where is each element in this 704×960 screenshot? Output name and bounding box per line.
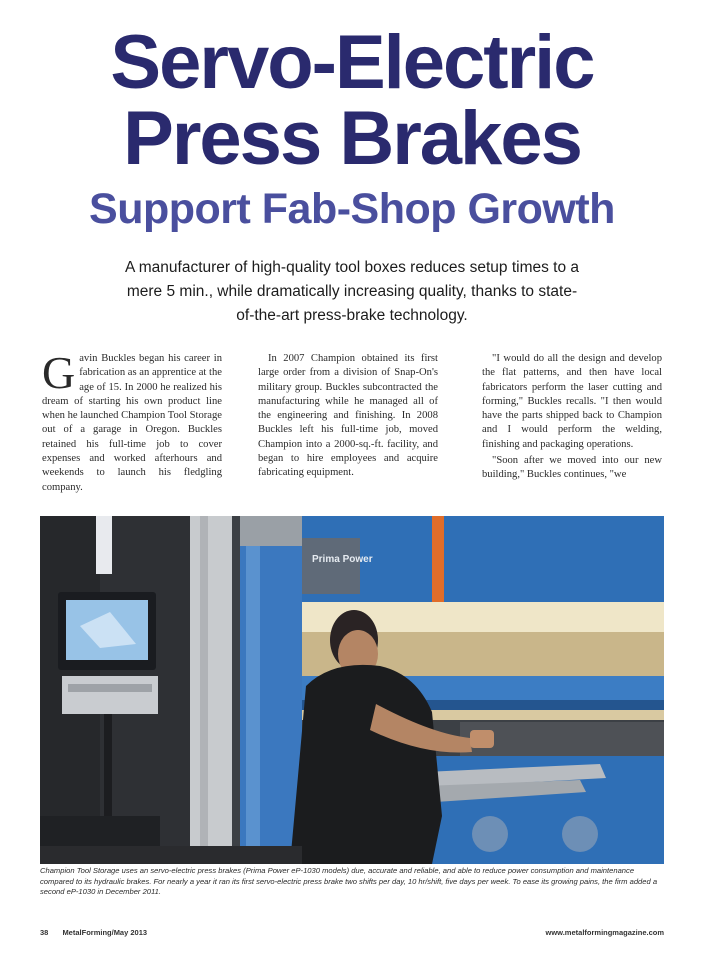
press-brake-photo xyxy=(40,516,664,864)
headline-line-2: Press Brakes xyxy=(123,96,581,181)
headline-subtitle: Support Fab-Shop Growth xyxy=(89,185,615,233)
article-deck: A manufacturer of high-quality tool boxes reduces setup times to a mere 5 min., while dramatically increasing quality, thanks to state-of-the-art press-brake technology. xyxy=(124,259,580,324)
magazine-issue: MetalForming/May 2013 xyxy=(62,928,148,937)
body-paragraph: "I would do all the design and develop the flat patterns, and then have local fabricators perform the laser cutting and forming," Buckles recalls. "I then would have the parts shipped back to Champion and I would perform the welding, finishing and packaging operations. xyxy=(482,353,662,450)
body-column-2 xyxy=(258,352,438,483)
body-paragraph: In 2007 Champion obtained its first large order from a division of Snap-On's military group. Buckles subcontracted the manufacturing while he managed all of the engineering and finishing. In 2008 Buckles left his full-time job, moved Champion into a 2000-sq.-ft. facility, and began to hire employees and acquire fabricating equipment. xyxy=(258,353,438,479)
press-brake-illustration xyxy=(40,516,664,864)
headline-line-1: Servo-Electric xyxy=(110,20,594,105)
body-paragraph: "Soon after we moved into our new building," Buckles continues, "we xyxy=(482,455,662,481)
body-paragraph xyxy=(42,347,223,495)
machine-brand-label: Prima Power xyxy=(312,554,373,565)
footer-website[interactable]: www.metalformingmagazine.com xyxy=(545,928,664,937)
drop-cap: G xyxy=(42,347,76,398)
body-column-3 xyxy=(482,352,662,485)
page-number: 38 xyxy=(40,928,49,937)
footer-left xyxy=(40,928,147,937)
photo-caption: Champion Tool Storage uses an servo-electric press brakes (Prima Power eP-1030 models) due, accurate and reliable, and able to reduce power consumption and maintenance compared to its hydraulic brakes. For nearly a year it ran its first servo-electric press brake two shifts per day, 10 hr/shift, five days per week. To ease its growing pains, the firm added a second eP-1030 in December 2011. xyxy=(40,866,658,896)
body-column-1 xyxy=(42,347,223,497)
paragraph-text: avin Buckles began his career in fabrication as an apprentice at the age of 15. In 2000 he realized his dream of starting his own product line when he launched Champion Tool Storage out of a garage in Oregon. Buckles retained his full-time job to cover expenses and worked afterhours and weekends to launch his fledgling company. xyxy=(42,353,223,493)
